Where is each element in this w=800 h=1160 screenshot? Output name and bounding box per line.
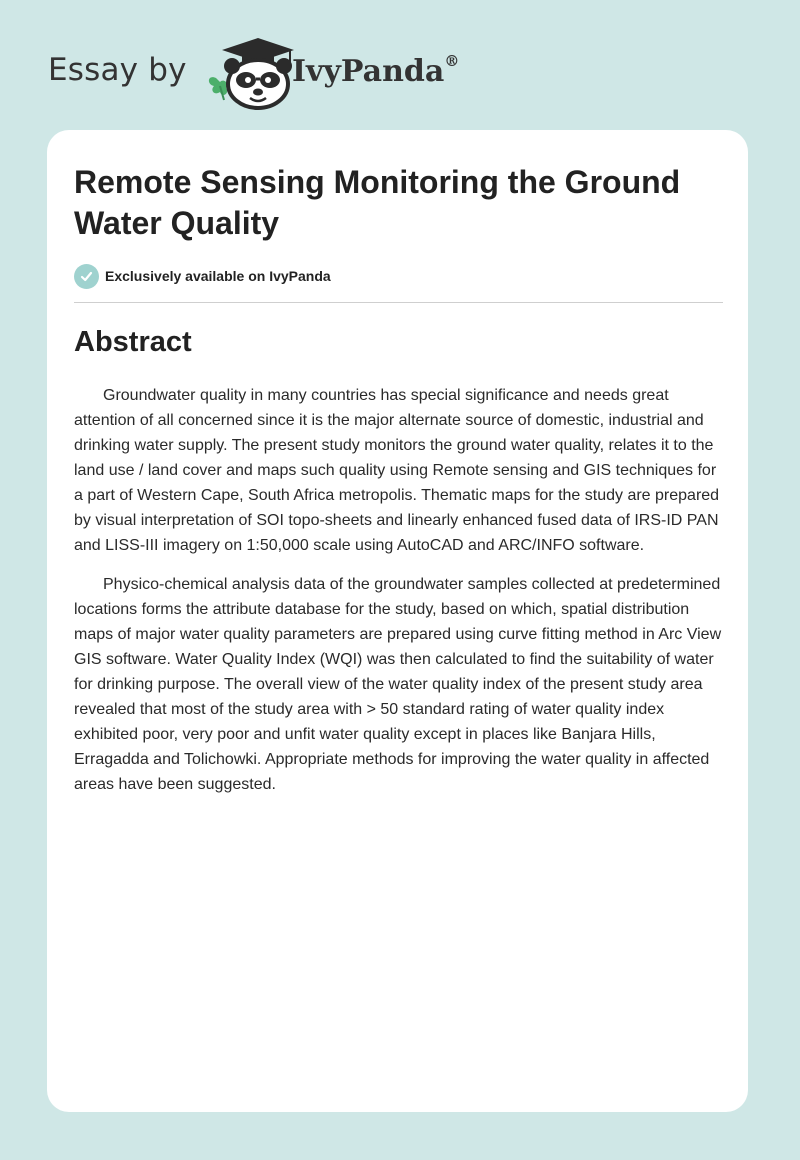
abstract-paragraph: Groundwater quality in many countries has special significance and needs great attention of all concerned since it is the major alternate source of domestic, industrial and drinking water supply. The present study monitors the ground water quality, relates it to the land use / land cover and maps such quality using Remote sensing and GIS techniques for a part of Western Cape, South Africa metropolis. Thematic maps for the study are prepared by visual interpretation of SOI topo-sheets and linearly enhanced fused data of IRS-ID PAN and LISS-III imagery on 1:50,000 scale using AutoCAD and ARC/INFO software. bbox=[74, 387, 720, 554]
essay-by-label: Essay by bbox=[48, 52, 187, 88]
site-header bbox=[48, 34, 648, 114]
exclusive-badge-label: Exclusively available on IvyPanda bbox=[105, 268, 331, 284]
registered-mark: ® bbox=[444, 52, 460, 70]
page-title: Remote Sensing Monitoring the Ground Water Quality bbox=[74, 164, 681, 241]
section-heading-abstract: Abstract bbox=[74, 326, 192, 358]
brand-name: IvyPanda bbox=[292, 54, 445, 89]
check-icon bbox=[74, 264, 99, 289]
brand-wordmark[interactable] bbox=[292, 54, 459, 89]
document-card bbox=[47, 130, 748, 1112]
panda-graduate-logo-icon[interactable] bbox=[202, 34, 306, 112]
abstract-paragraph: Physico-chemical analysis data of the groundwater samples collected at predetermined locations forms the attribute database for the study, based on which, spatial distribution maps of major water quality parameters are prepared using curve fitting method in Arc View GIS software. Water Quality Index (WQI) was then calculated to find the suitability of water for drinking purpose. The overall view of the water quality index of the present study area revealed that most of the study area with > 50 standard rating of water quality index exhibited poor, very poor and unfit water quality except in places like Banjara Hills, Erragadda and Tolichowki. Appropriate methods for improving the water quality in affected areas have been suggested. bbox=[74, 576, 722, 793]
exclusive-badge bbox=[74, 263, 331, 289]
title-divider bbox=[74, 302, 723, 303]
abstract-body bbox=[74, 383, 722, 811]
